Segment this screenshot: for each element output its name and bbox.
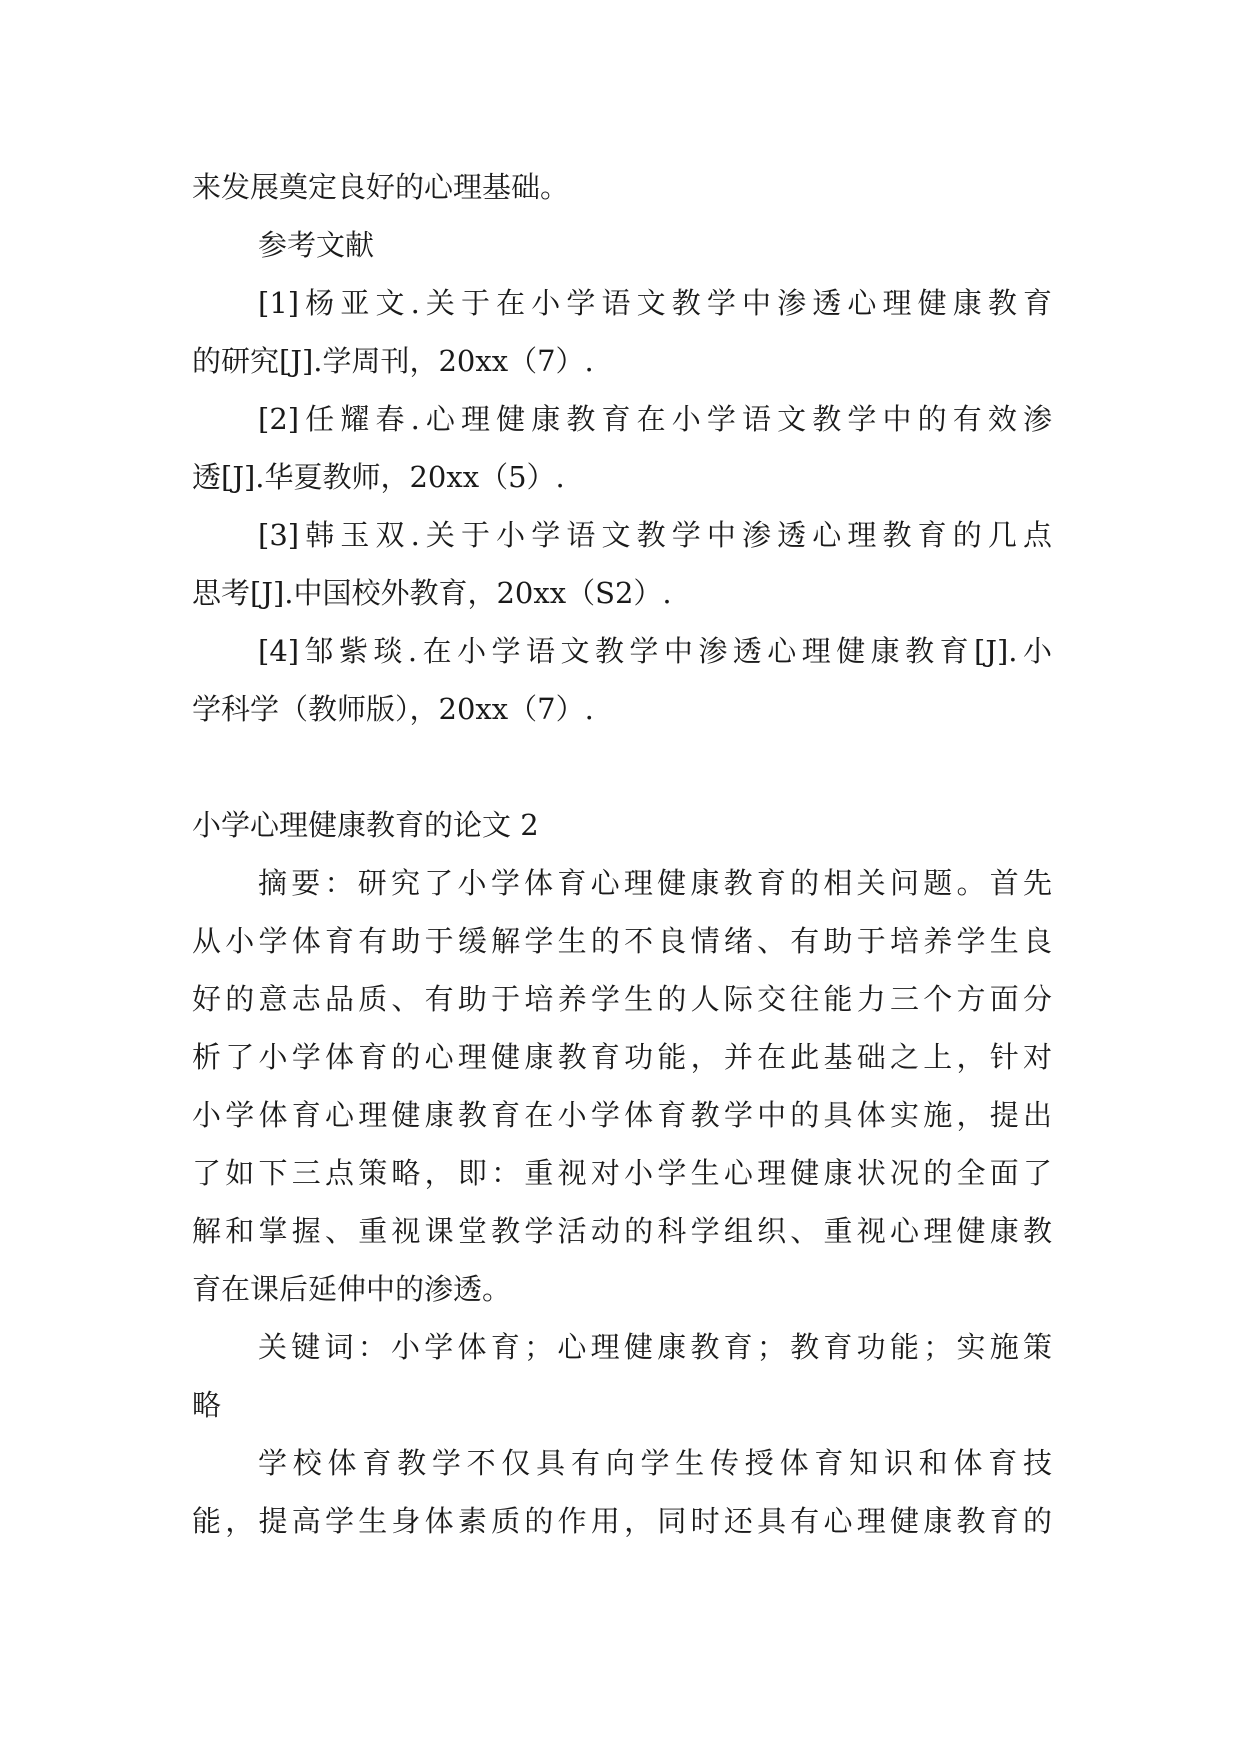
paragraph-line: 来发展奠定良好的心理基础。 [192,170,570,204]
reference-item [192,390,1052,506]
abstract-line: 解和掌握、重视课堂教学活动的科学组织、重视心理健康教 [192,1214,1052,1248]
reference-item [192,506,1052,622]
reference-line: 思考[J].中国校外教育，20xx（S2）. [192,576,672,610]
reference-item [192,274,1052,390]
abstract-line: 从小学体育有助于缓解学生的不良情绪、有助于培养学生良 [192,924,1052,958]
references-heading: 参考文献 [258,228,375,262]
section-spacer [192,738,1052,796]
keywords-line: 关键词：小学体育；心理健康教育；教育功能；实施策 [258,1330,1052,1364]
abstract-line: 好的意志品质、有助于培养学生的人际交往能力三个方面分 [192,982,1052,1016]
reference-line: [1]杨亚文.关于在小学语文教学中渗透心理健康教育 [258,286,1052,320]
reference-line: [4]邹紫琰.在小学语文教学中渗透心理健康教育[J].小 [258,634,1052,668]
section-title: 小学心理健康教育的论文 2 [192,808,539,842]
abstract-line: 摘要：研究了小学体育心理健康教育的相关问题。首先 [258,866,1052,900]
abstract-paragraph [192,854,1052,1318]
keywords-paragraph [192,1318,1052,1434]
body-paragraph [192,1434,1052,1550]
abstract-line: 小学体育心理健康教育在小学体育教学中的具体实施，提出 [192,1098,1052,1132]
reference-item [192,622,1052,738]
reference-line: [3]韩玉双.关于小学语文教学中渗透心理教育的几点 [258,518,1052,552]
abstract-line: 析了小学体育的心理健康教育功能，并在此基础之上，针对 [192,1040,1052,1074]
reference-line: [2]任耀春.心理健康教育在小学语文教学中的有效渗 [258,402,1052,436]
document-content [192,158,1052,1550]
reference-line: 学科学（教师版），20xx（7）. [192,692,594,726]
body-line: 能，提高学生身体素质的作用，同时还具有心理健康教育的 [192,1504,1052,1538]
body-line: 学校体育教学不仅具有向学生传授体育知识和体育技 [258,1446,1052,1480]
abstract-line: 了如下三点策略，即：重视对小学生心理健康状况的全面了 [192,1156,1052,1190]
keywords-line: 略 [192,1388,222,1422]
abstract-line: 育在课后延伸中的渗透。 [192,1272,512,1306]
reference-line: 的研究[J].学周刊，20xx（7）. [192,344,594,378]
reference-line: 透[J].华夏教师，20xx（5）. [192,460,565,494]
